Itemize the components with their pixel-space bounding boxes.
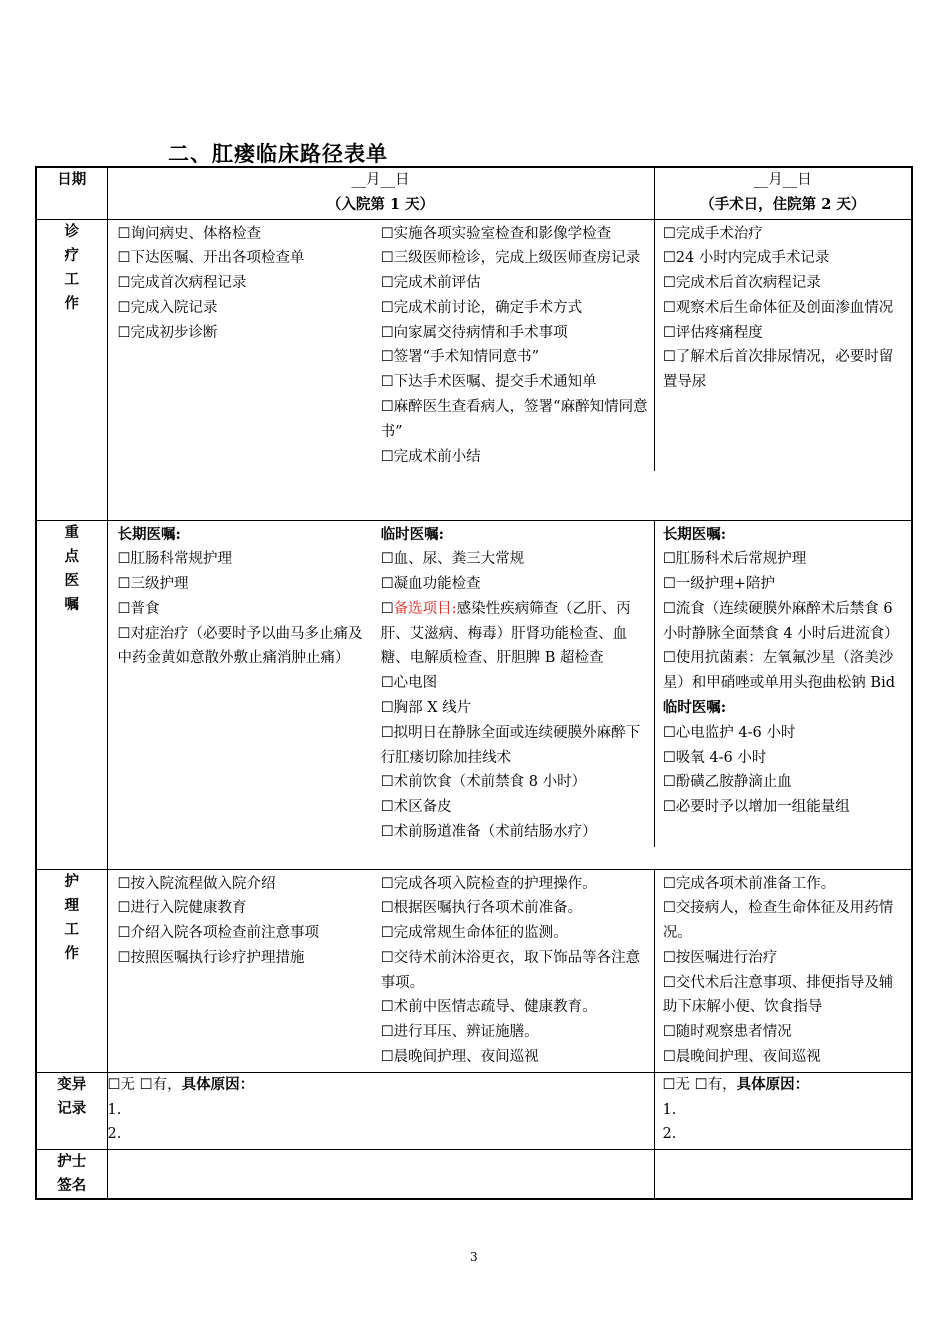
list-item: ☐流食（连续硬膜外麻醉术后禁食 6 小时静脉全面禁食 4 小时后进流食） — [662, 600, 899, 642]
list-item: ☐对症治疗（必要时予以曲马多止痛及中药金黄如意散外敷止痛消肿止痛） — [117, 625, 363, 667]
list-item: ☐一级护理+陪护 — [662, 576, 775, 593]
list-item: ☐完成手术治疗 — [662, 225, 763, 242]
long-term-orders-heading: 长期医嘱: — [117, 525, 181, 543]
list-item: ☐完成常规生命体征的监测。 — [380, 925, 568, 942]
signature-day2-field[interactable] — [654, 1149, 912, 1199]
nursing-label: 护 理 工 作 — [36, 869, 107, 1072]
list-item: ☐交待术前沐浴更衣，取下饰品等各注意事项。 — [380, 949, 641, 991]
day1-date: __月__日 — [351, 172, 410, 188]
optional-items: ☐备选项目:感染性疾病筛查（乙肝、丙肝、艾滋病、梅毒）肝肾功能检查、血糖、电解质检查、肝胆脾 B 超检查 — [380, 600, 631, 667]
list-item: 2. — [662, 1126, 677, 1143]
orders-label: 重 点 医 嘱 — [36, 520, 107, 869]
diagnosis-label: 诊 疗 工 作 — [36, 219, 107, 520]
list-item: ☐吸氧 4-6 小时 — [662, 749, 767, 766]
variance-day1 — [107, 1072, 654, 1149]
list-item: ☐完成入院记录 — [117, 299, 218, 316]
date-label: 日期 — [36, 167, 107, 219]
page-number: 3 — [470, 1250, 478, 1264]
list-item: ☐评估疼痛程度 — [662, 324, 763, 341]
variance-reason-label: 具体原因： — [181, 1075, 255, 1093]
list-item: ☐24 小时内完成手术记录 — [662, 250, 830, 267]
list-item: ☐必要时予以增加一组能量组 — [662, 799, 850, 816]
variance-day2 — [654, 1072, 912, 1149]
list-item: ☐完成首次病程记录 — [117, 275, 247, 292]
day1-header — [107, 167, 654, 219]
list-item: ☐晨晚间护理、夜间巡视 — [380, 1049, 539, 1066]
list-item: ☐心电监护 4-6 小时 — [662, 724, 796, 741]
list-item: ☐完成术后首次病程记录 — [662, 275, 821, 292]
nursing-day2 — [654, 870, 911, 1072]
diagnosis-day1-left — [108, 220, 371, 472]
list-item: ☐术前肠道准备（术前结肠水疗） — [380, 824, 597, 841]
diagnosis-day1-right — [371, 220, 654, 472]
list-item: ☐麻醉医生查看病人，签署“麻醉知情同意书” — [380, 399, 648, 440]
list-item: ☐完成术前讨论，确定手术方式 — [380, 299, 583, 316]
list-item: ☐介绍入院各项检查前注意事项 — [117, 925, 319, 942]
clinical-pathway-table — [35, 166, 913, 1200]
list-item: ☐术前饮食（术前禁食 8 小时） — [380, 774, 587, 791]
list-item: ☐术前中医情志疏导、健康教育。 — [380, 999, 597, 1016]
list-item: ☐心电图 — [380, 675, 438, 692]
orders-day1-left — [108, 521, 371, 847]
list-item: ☐使用抗菌素：左氧氟沙星（洛美沙星）和甲硝唑或单用头孢曲松钠 Bid — [662, 650, 895, 692]
list-item: ☐肛肠科术后常规护理 — [662, 551, 807, 568]
day2-date: __月__日 — [753, 172, 812, 188]
list-item: 1. — [662, 1101, 677, 1118]
page-title: 二、肛瘘临床路径表单 — [168, 142, 388, 166]
variance-label: 变异 记录 — [36, 1072, 107, 1149]
list-item: ☐进行耳压、辨证施膳。 — [380, 1024, 539, 1041]
temporary-orders-heading: 临时医嘱: — [662, 699, 727, 717]
day2-header — [654, 167, 912, 219]
list-item: ☐术区备皮 — [380, 799, 452, 816]
list-item: ☐根据医嘱执行各项术前准备。 — [380, 900, 583, 917]
list-item: 2. — [107, 1126, 122, 1143]
day1-subtitle: （入院第 1 天） — [326, 195, 435, 213]
orders-day2 — [654, 521, 911, 847]
list-item: ☐进行入院健康教育 — [117, 900, 247, 917]
variance-options: ☐无 ☐有， — [107, 1076, 182, 1093]
variance-options: ☐无 ☐有， — [662, 1076, 737, 1093]
list-item: ☐完成初步诊断 — [117, 324, 218, 341]
list-item: ☐凝血功能检查 — [380, 576, 481, 593]
nursing-day1-right — [371, 870, 654, 1072]
list-item: ☐完成术前小结 — [380, 448, 481, 465]
list-item: ☐三级护理 — [117, 576, 189, 593]
orders-day1-right — [371, 521, 654, 847]
variance-row — [36, 1072, 912, 1149]
signature-label: 护士 签名 — [36, 1149, 107, 1199]
list-item: ☐下达手术医嘱、提交手术通知单 — [380, 374, 597, 391]
long-term-orders-heading: 长期医嘱: — [662, 525, 727, 543]
list-item: ☐向家属交待病情和手术事项 — [380, 324, 568, 341]
list-item: ☐肛肠科常规护理 — [117, 551, 232, 568]
list-item: ☐按入院流程做入院介绍 — [117, 875, 276, 892]
diagnosis-day2 — [654, 220, 911, 472]
list-item: ☐下达医嘱、开出各项检查单 — [117, 250, 305, 267]
list-item: ☐血、尿、粪三大常规 — [380, 551, 525, 568]
nursing-row — [36, 869, 912, 1072]
list-item: ☐晨晚间护理、夜间巡视 — [662, 1049, 821, 1066]
variance-reason-label: 具体原因： — [736, 1075, 810, 1093]
list-item: ☐拟明日在静脉全面或连续硬膜外麻醉下行肛瘘切除加挂线术 — [380, 724, 641, 766]
list-item: ☐签署“手术知情同意书” — [380, 349, 540, 366]
list-item: ☐完成各项术前准备工作。 — [662, 875, 836, 892]
list-item: ☐普食 — [117, 600, 160, 617]
list-item: ☐完成术前评估 — [380, 275, 481, 292]
list-item: ☐完成各项入院检查的护理操作。 — [380, 875, 597, 892]
list-item: ☐按照医嘱执行诊疗护理措施 — [117, 949, 305, 966]
list-item: ☐实施各项实验室检查和影像学检查 — [380, 225, 612, 242]
list-item: ☐三级医师检诊，完成上级医师查房记录 — [380, 250, 641, 267]
list-item: ☐询问病史、体格检查 — [117, 225, 261, 242]
signature-day1-field[interactable] — [107, 1149, 654, 1199]
nursing-day1-left — [108, 870, 371, 1072]
day2-subtitle: （手术日，住院第 2 天） — [700, 195, 866, 213]
orders-row — [36, 520, 912, 869]
list-item: ☐胸部 X 线片 — [380, 700, 472, 717]
list-item: ☐了解术后首次排尿情况，必要时留置导尿 — [662, 349, 894, 391]
temporary-orders-heading: 临时医嘱: — [380, 525, 445, 543]
list-item: ☐观察术后生命体征及创面渗血情况 — [662, 299, 894, 316]
list-item: ☐酚磺乙胺静滴止血 — [662, 774, 792, 791]
list-item: ☐交接病人，检查生命体征及用药情况。 — [662, 900, 894, 942]
list-item: ☐随时观察患者情况 — [662, 1024, 792, 1041]
diagnosis-row — [36, 219, 912, 520]
list-item: ☐交代术后注意事项、排便指导及辅助下床解小便、饮食指导 — [662, 974, 894, 1016]
optional-label: 备选项目: — [393, 600, 457, 617]
signature-row — [36, 1149, 912, 1199]
list-item: 1. — [107, 1101, 122, 1118]
list-item: ☐按医嘱进行治疗 — [662, 949, 778, 966]
header-row — [36, 167, 912, 219]
